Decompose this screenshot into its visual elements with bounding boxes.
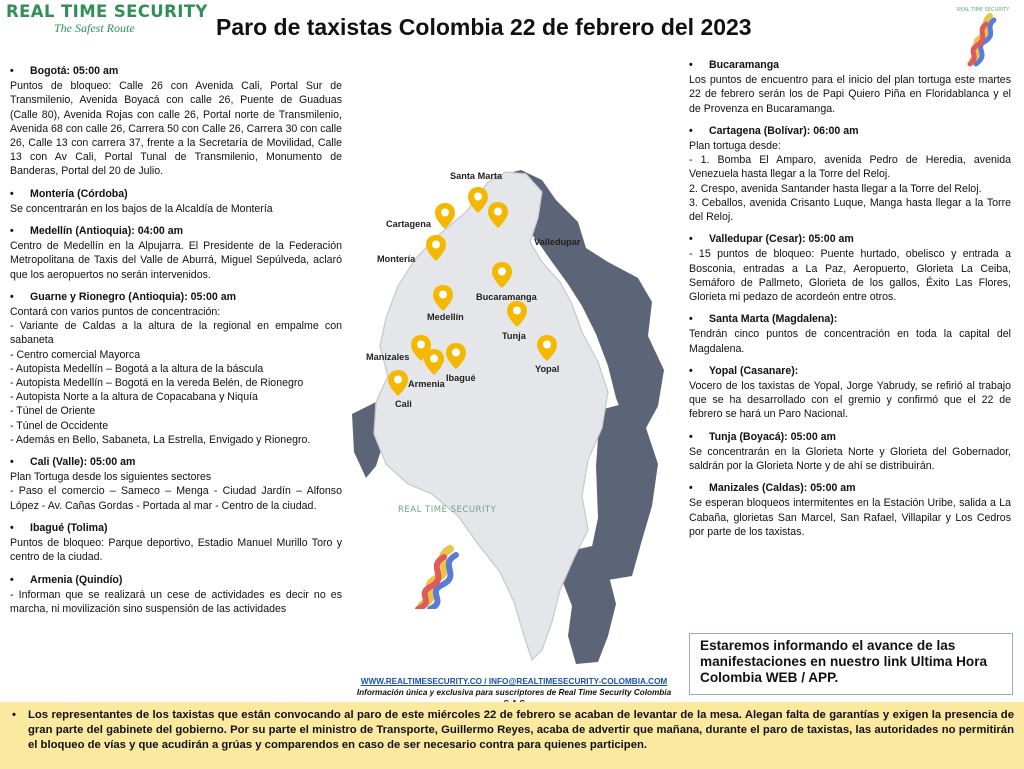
- section-line: - Además en Bello, Sabaneta, La Estrella, Envigado y Rionegro.: [10, 433, 311, 446]
- city-section-armenia: [10, 573, 342, 617]
- city-section-valledupar: [689, 232, 1011, 304]
- section-title: Bogotá: 05:00 am: [30, 65, 119, 77]
- bullet: •: [10, 521, 14, 534]
- city-section-ibague: [10, 521, 342, 565]
- footer-alert: [0, 702, 1024, 769]
- email-link[interactable]: INFO@REALTIMESECURITY-COLOMBIA.COM: [488, 677, 668, 686]
- pin-bucaramanga-icon: [491, 261, 513, 289]
- section-title: Guarne y Rionegro (Antioquia): 05:00 am: [30, 290, 237, 303]
- bullet: •: [689, 313, 693, 326]
- disclaimer-text: Información única y exclusiva para suscriptores de Real Time Security Colombia: [356, 688, 672, 697]
- bullet: •: [689, 233, 693, 246]
- section-title: Medellín (Antioquia): 04:00 am: [30, 225, 184, 238]
- section-title: Montería (Córdoba): [30, 187, 128, 200]
- section-line: - Autopista Medellín – Bogotá a la altura de la báscula: [10, 362, 264, 375]
- bullet: •: [10, 456, 14, 469]
- map-label-medellin: Medellín: [427, 312, 464, 322]
- section-title: Armenia (Quindío): [30, 573, 123, 586]
- map-label-armenia: Armenia: [408, 379, 445, 389]
- map-label-cartagena: Cartagena: [386, 219, 431, 229]
- bullet: •: [689, 59, 693, 71]
- pin-tunja-icon: [506, 300, 528, 328]
- city-section-manizales: [689, 481, 1011, 539]
- website-link[interactable]: WWW.REALTIMESECURITY.CO: [360, 677, 483, 686]
- pin-armenia-icon: [423, 348, 445, 376]
- map-watermark-text: REAL TIME SECURITY: [398, 505, 497, 515]
- city-section-medellin: [10, 224, 342, 282]
- section-line: - Informan que se realizará un cese de actividades es decir no es marcha, ni movilización sino suspensión de las actividades: [10, 588, 342, 615]
- bullet: •: [10, 187, 14, 200]
- right-column: [689, 58, 1011, 547]
- section-line: - 15 puntos de bloqueo: Puente hurtado, obelisco y entrada a Bosconia, entradas a La Paz, Aeropuerto, Glorieta La Ceiba, Semáforo de Pallmeto, Glorieta de los gallos, Éxito Las Flores, Glorieta mi pedazo de acordeón entre otros.: [689, 248, 1011, 304]
- city-section-santa-marta: [689, 312, 1011, 356]
- city-section-cartagena: [689, 124, 1011, 224]
- pin-monteria-icon: [425, 234, 447, 262]
- link-separator: /: [482, 677, 489, 686]
- section-line: Tendrán cinco puntos de concentración en toda la capital del Magdalena.: [689, 328, 1011, 355]
- section-line: - Autopista Medellín – Bogotá en la vereda Belén, de Rionegro: [10, 377, 304, 390]
- colombia-map: [346, 166, 682, 672]
- section-title: Tunja (Boyacá): 05:00 am: [709, 430, 836, 443]
- section-title: Cali (Valle): 05:00 am: [30, 456, 136, 469]
- bullet: •: [689, 430, 693, 443]
- section-line: - Autopista Norte a la altura de Copacabana y Niquía: [10, 391, 258, 404]
- bullet: •: [10, 65, 14, 77]
- section-line: - Paso el comercio – Sameco – Menga - Ciudad Jardín – Alfonso López - Av. Cañas Gordas - Portada al mar - Centro de la ciudad.: [10, 485, 342, 512]
- section-line: Contará con varios puntos de concentración:: [10, 306, 221, 319]
- section-line: Plan Tortuga desde los siguientes sectores: [10, 471, 212, 484]
- map-watermark-road-icon: [402, 545, 472, 609]
- city-section-tunja: [689, 430, 1011, 474]
- city-section-bucaramanga: [689, 58, 1011, 116]
- section-line: - Variante de Caldas a la altura de la regional en empalme con sabaneta: [10, 320, 342, 347]
- section-line: Puntos de bloqueo: Calle 26 con Avenida Cali, Portal Sur de Transmilenio, Avenida Boyacá con calle 26, Puente de Guaduas (Calle 80), Avenida Rojas con calle 26, Portal norte de Transmilenio, Avenida 68 con calle 26, Carrera 50 con Calle 26, Carrera 30 con calle 26, Calle 13 con carrera 37, frente a la Secretaría de Movilidad, Calle 13 con Av Cali, Portal Tunal de Transmilenio, Monumento de Banderas, Portal del 20 de Julio.: [10, 80, 342, 178]
- section-line: Se esperan bloqueos intermitentes en la Estación Uribe, salida a La Cabaña, glorietas San Marcel, San Rafael, Villapilar y Los Cedros por parte de los taxistas.: [689, 497, 1011, 538]
- map-label-bucaramanga: Bucaramanga: [476, 292, 537, 302]
- section-title: Yopal (Casanare):: [709, 364, 799, 377]
- left-column: [10, 64, 342, 624]
- section-title: Bucaramanga: [709, 59, 780, 71]
- section-line: - Centro comercial Mayorca: [10, 348, 141, 361]
- city-section-yopal: [689, 364, 1011, 422]
- pin-ibague-icon: [445, 342, 467, 370]
- section-line: Centro de Medellín en la Alpujarra. El Presidente de la Federación Metropolitana de Taxis del Valle de Aburrá, Miguel Sepúlveda, aclaró que los aeropuertos no serán intervenidos.: [10, 240, 342, 281]
- section-line: - Túnel de Oriente: [10, 405, 96, 418]
- section-title: Santa Marta (Magdalena):: [709, 313, 838, 326]
- pin-cali-icon: [387, 369, 409, 397]
- update-notice-box: [689, 633, 1013, 695]
- map-label-yopal: Yopal: [535, 364, 560, 374]
- section-title: Valledupar (Cesar): 05:00 am: [709, 233, 854, 246]
- map-label-ibague: Ibagué: [446, 373, 476, 383]
- section-line: - 1. Bomba El Amparo, avenida Pedro de Heredia, avenida Venezuela hasta llegar a la Torre del Reloj.: [689, 154, 1011, 181]
- brand-logo: [6, 4, 208, 34]
- map-label-tunja: Tunja: [502, 331, 526, 341]
- brand-name: REAL TIME SECURITY: [6, 2, 208, 21]
- section-line: - Túnel de Occidente: [10, 419, 109, 432]
- section-line: 2. Crespo, avenida Santander hasta llegar a la Torre del Reloj.: [689, 182, 982, 195]
- map-label-monteria: Montería: [377, 254, 416, 264]
- footer-bullet: •: [12, 709, 16, 721]
- section-line: Puntos de bloqueo: Parque deportivo, Estadio Manuel Murillo Toro y centro de la ciudad.: [10, 537, 342, 564]
- city-section-guarne-rionegro: [10, 290, 342, 447]
- map-svg: [346, 166, 682, 672]
- section-title: Manizales (Caldas): 05:00 am: [709, 482, 856, 495]
- corner-logo-caption: REAL TIME SECURITY: [956, 7, 1010, 13]
- footer-alert-text: Los representantes de los taxistas que están convocando al paro de este miércoles 22 de febrero se acaban de levantar de la mesa. Alegan falta de garantías y exigen la presencia de gran parte del gabinete del gobierno. Por su parte el ministro de Transporte, Guillermo Reyes, acaba de advertir que mañana, durante el paro de taxistas, las autoridades no permitirán el bloqueo de vías y que acudirán a grúas y comparendos en caso de ser necesario contra para quienes participen.: [28, 709, 1014, 752]
- bullet: •: [689, 482, 693, 495]
- pin-valledupar-icon: [487, 201, 509, 229]
- city-section-monteria: [10, 187, 342, 216]
- section-title: Cartagena (Bolívar): 06:00 am: [709, 124, 859, 137]
- section-title: Ibagué (Tolima): [30, 521, 108, 534]
- update-notice-text: Estaremos informando el avance de las manifestaciones en nuestro link Ultima Hora Colombia WEB / APP.: [700, 638, 988, 685]
- section-line: Se concentrarán en la Glorieta Norte y Glorieta del Gobernador, saldrán por la Glorieta Norte y de ahí se distribuirán.: [689, 445, 1011, 473]
- city-section-bogota: [10, 64, 342, 179]
- section-line: Se concentrarán en los bajos de la Alcaldía de Montería: [10, 202, 273, 215]
- page-title: Paro de taxistas Colombia 22 de febrero del 2023: [216, 14, 752, 40]
- bullet: •: [689, 364, 693, 377]
- map-label-valledupar: Valledupar: [534, 237, 581, 247]
- bullet: •: [10, 225, 14, 238]
- brand-tagline: The Safest Route: [54, 20, 135, 35]
- map-label-cali: Cali: [395, 399, 412, 409]
- pin-santa-marta-icon: [467, 186, 489, 214]
- section-line: Plan tortuga desde:: [689, 140, 781, 153]
- city-section-cali: [10, 455, 342, 513]
- pin-cartagena-icon: [434, 202, 456, 230]
- bullet: •: [10, 290, 14, 303]
- section-line: 3. Ceballos, avenida Crisanto Luque, Manga hasta llegar a la Torre del Reloj.: [689, 196, 1011, 224]
- section-line: Vocero de los taxistas de Yopal, Jorge Yabrudy, se refirió al trabajo que se ha desarrollado con el gremio y confirmó que el 22 de febrero se hará un Paro Nacional.: [689, 380, 1011, 421]
- pin-yopal-icon: [536, 334, 558, 362]
- section-line: Los puntos de encuentro para el inicio del plan tortuga este martes 22 de febrero serán los de Papi Quiero Piña en Floridablanca y el de Provenza en Bucaramanga.: [689, 74, 1011, 115]
- bullet: •: [689, 124, 693, 137]
- bullet: •: [10, 573, 14, 586]
- pin-medellin-icon: [432, 284, 454, 312]
- map-label-manizales: Manizales: [366, 352, 410, 362]
- map-label-santa-marta: Santa Marta: [450, 171, 503, 181]
